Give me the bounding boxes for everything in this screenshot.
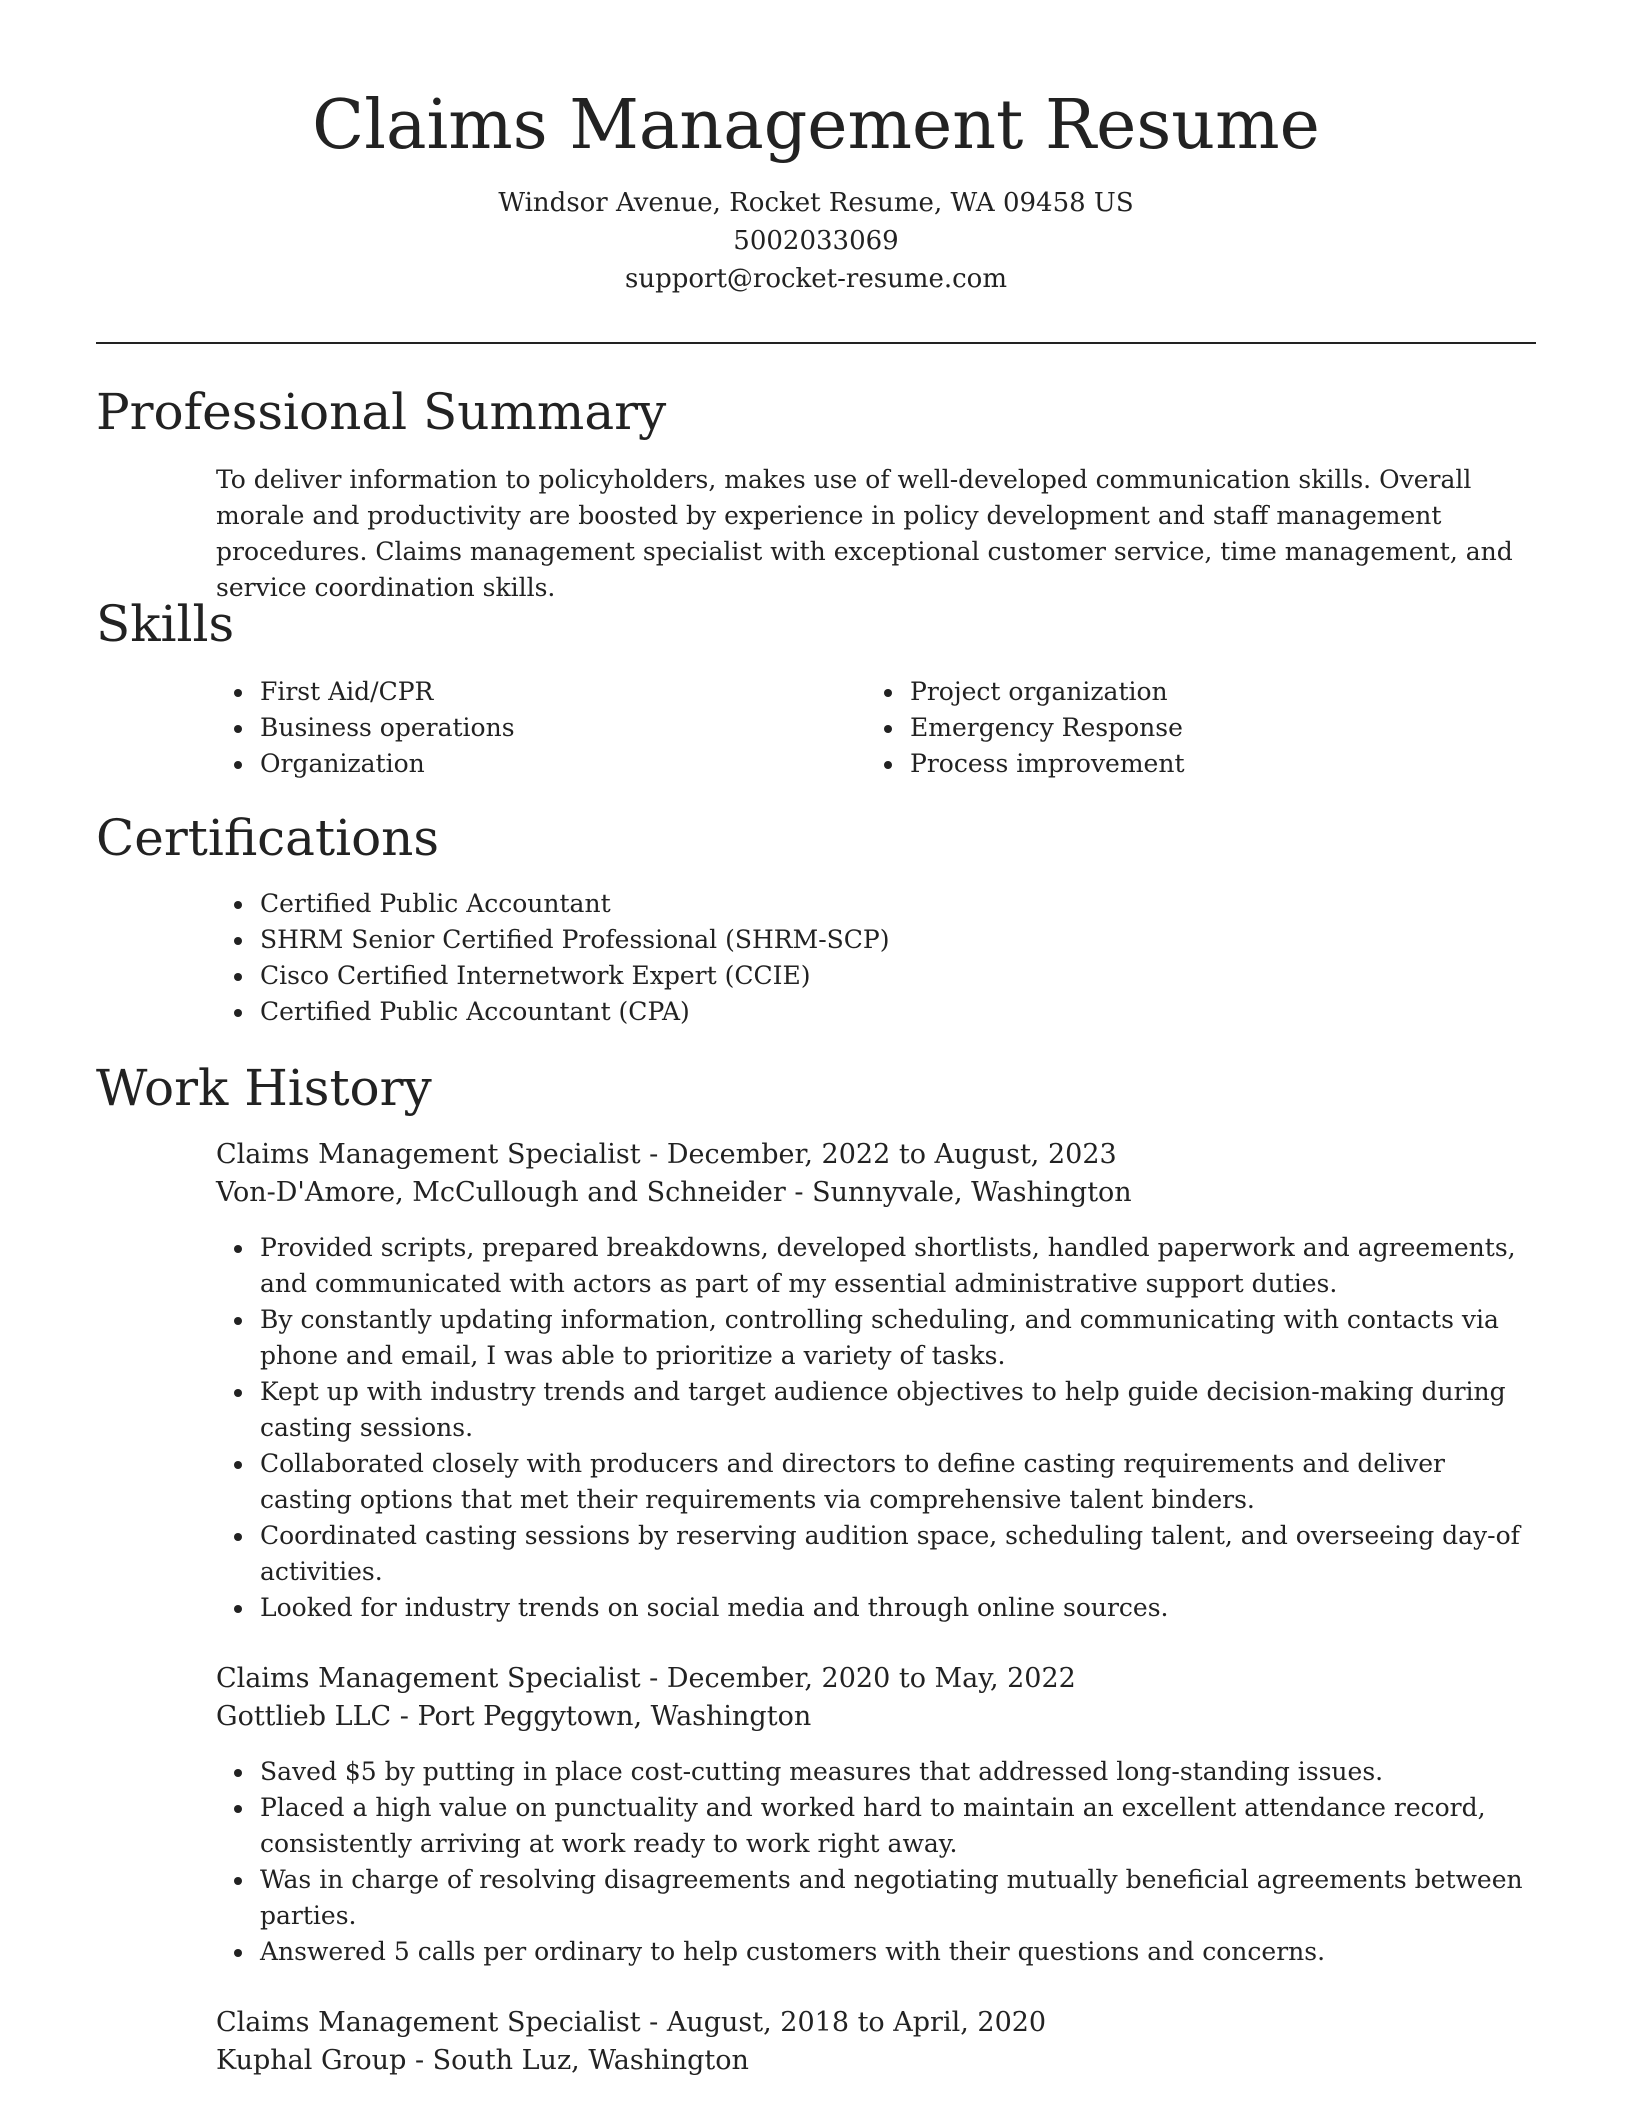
header-divider bbox=[96, 342, 1536, 344]
job-title-line: Claims Management Specialist - December, 2020 to May, 2022 bbox=[216, 1663, 1076, 1694]
certification-item: Certified Public Accountant bbox=[216, 886, 1516, 922]
job-location: South Luz, Washington bbox=[432, 2045, 749, 2076]
job-bullet: Looked for industry trends on social media and through online sources. bbox=[216, 1590, 1541, 1626]
job-title-line: Claims Management Specialist - December, 2022 to August, 2023 bbox=[216, 1139, 1117, 1170]
skills-list-left bbox=[216, 674, 856, 782]
job-dates: December, 2020 to May, 2022 bbox=[666, 1663, 1076, 1694]
job-company-line: Von-D'Amore, McCullough and Schneider - Sunnyvale, Washington bbox=[216, 1177, 1132, 1208]
skills-heading: Skills bbox=[96, 595, 235, 653]
job-bullet: Collaborated closely with producers and directors to define casting requirements and deliver casting options that met their requirements via comprehensive talent binders. bbox=[216, 1446, 1541, 1518]
contact-phone: 5002033069 bbox=[733, 226, 899, 256]
job-location: Port Peggytown, Washington bbox=[417, 1701, 812, 1732]
job-bullet: By constantly updating information, controlling scheduling, and communicating with contacts via phone and email, I was able to prioritize a variety of tasks. bbox=[216, 1302, 1541, 1374]
contact-email: support@rocket-resume.com bbox=[624, 264, 1007, 294]
job-company: Von-D'Amore, McCullough and Schneider bbox=[216, 1177, 786, 1208]
contact-address: Windsor Avenue, Rocket Resume, WA 09458 US bbox=[498, 188, 1134, 218]
job-bullet: Was in charge of resolving disagreements and negotiating mutually beneficial agreements between parties. bbox=[216, 1862, 1541, 1934]
job-bullet: Coordinated casting sessions by reserving audition space, scheduling talent, and overseeing day-of activities. bbox=[216, 1518, 1541, 1590]
skill-item: First Aid/CPR bbox=[216, 674, 856, 710]
job-title-line: Claims Management Specialist - August, 2018 to April, 2020 bbox=[216, 2007, 1047, 2038]
skills-list-right bbox=[866, 674, 1506, 782]
job-bullets bbox=[216, 1230, 1541, 1626]
certification-item: Certified Public Accountant (CPA) bbox=[216, 994, 1516, 1030]
certification-item: SHRM Senior Certified Professional (SHRM-SCP) bbox=[216, 922, 1516, 958]
skill-item: Project organization bbox=[866, 674, 1506, 710]
job-company: Kuphal Group bbox=[216, 2045, 407, 2076]
job-title: Claims Management Specialist bbox=[216, 1663, 641, 1694]
job-bullet: Kept up with industry trends and target audience objectives to help guide decision-making during casting sessions. bbox=[216, 1374, 1541, 1446]
job-header bbox=[216, 1136, 1132, 1212]
job-bullet: Answered 5 calls per ordinary to help customers with their questions and concerns. bbox=[216, 1934, 1541, 1970]
summary-heading: Professional Summary bbox=[96, 383, 667, 441]
job-bullet: Saved $5 by putting in place cost-cutting measures that addressed long-standing issues. bbox=[216, 1754, 1541, 1790]
job-company-line: Kuphal Group - South Luz, Washington bbox=[216, 2045, 749, 2076]
skill-item: Emergency Response bbox=[866, 710, 1506, 746]
job-title: Claims Management Specialist bbox=[216, 1139, 641, 1170]
job-dates: December, 2022 to August, 2023 bbox=[666, 1139, 1117, 1170]
job-bullet: Provided scripts, prepared breakdowns, developed shortlists, handled paperwork and agreements, and communicated with actors as part of my essential administrative support duties. bbox=[216, 1230, 1541, 1302]
job-company: Gottlieb LLC bbox=[216, 1701, 392, 1732]
job-bullets bbox=[216, 1754, 1541, 1970]
work-history-heading: Work History bbox=[96, 1059, 432, 1117]
resume-title: Claims Management Resume bbox=[312, 86, 1320, 165]
certification-item: Cisco Certified Internetwork Expert (CCIE) bbox=[216, 958, 1516, 994]
job-title: Claims Management Specialist bbox=[216, 2007, 641, 2038]
skill-item: Business operations bbox=[216, 710, 856, 746]
job-header bbox=[216, 2004, 1046, 2080]
certifications-heading: Certifications bbox=[96, 809, 440, 867]
certifications-list bbox=[216, 886, 1516, 1030]
contact-info bbox=[0, 184, 1632, 298]
job-dates: August, 2018 to April, 2020 bbox=[666, 2007, 1047, 2038]
job-header bbox=[216, 1660, 1076, 1736]
job-company-line: Gottlieb LLC - Port Peggytown, Washington bbox=[216, 1701, 812, 1732]
summary-text: To deliver information to policyholders, makes use of well-developed communication skills. Overall morale and productivity are boosted by experience in policy development and staff management procedures. Claims management specialist with exceptional customer service, time management, and service coordination skills. bbox=[216, 465, 1513, 602]
resume-header bbox=[0, 0, 1632, 298]
job-bullet: Placed a high value on punctuality and worked hard to maintain an excellent attendance record, consistently arriving at work ready to work right away. bbox=[216, 1790, 1541, 1862]
skill-item: Process improvement bbox=[866, 746, 1506, 782]
skill-item: Organization bbox=[216, 746, 856, 782]
job-location: Sunnyvale, Washington bbox=[812, 1177, 1132, 1208]
